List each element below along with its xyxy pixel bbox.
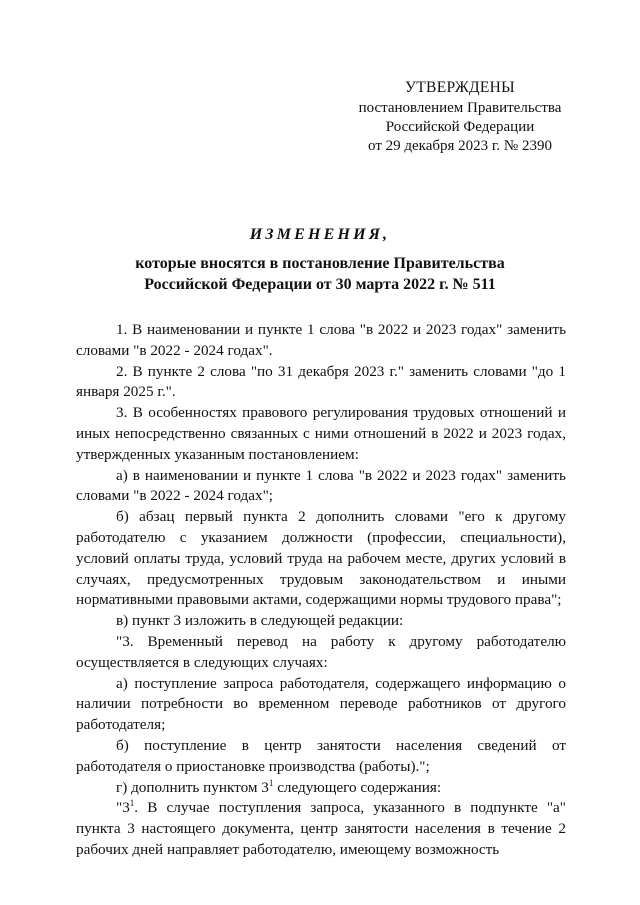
paragraph-1: 1. В наименовании и пункте 1 слова "в 2022 и 2023 годах" заменить словами "в 2022 - 2024 годах". [76,321,566,359]
paragraph-3b: б) абзац первый пункта 2 дополнить словами "его к другому работодателю с указанием должности (профессии, специальности), условий оплаты труда, условий труда на рабочем месте, других условий в случаях, предусмотренных трудовым законодательством и иными нормативными правовыми актами, содержащими нормы трудового права"; [76,508,566,609]
paragraph-3g-text: г) дополнить пунктом 3 [116,778,269,796]
superscript-1: 1 [129,798,135,809]
paragraph-new-3-1 [76,798,566,860]
paragraph-3g-tail: следующего содержания: [273,778,442,796]
title-sub-2: Российской Федерации от 30 марта 2022 г. № 511 [144,276,496,293]
paragraph-2: 2. В пункте 2 слова "по 31 декабря 2023 г." заменить словами "до 1 января 2025 г.". [76,362,566,401]
paragraph-new-3a: а) поступление запроса работодателя, содержащего информацию о наличии потребности во временном переводе работников от другого работодателя; [76,674,566,734]
document-title [0,224,640,295]
document-body [76,320,566,861]
approval-line-1: постановлением Правительства [358,100,562,116]
paragraph-3: 3. В особенностях правового регулирования трудовых отношений и иных непосредственно связанных с ними отношений в 2022 и 2023 годах, утвержденных указанным постановлением: [76,404,566,463]
approval-line-2: Российской Федерации [385,119,535,135]
title-main: ИЗМЕНЕНИЯ, [249,226,391,243]
paragraph-3g [76,778,566,799]
paragraph-new-3b: б) поступление в центр занятости населения сведений от работодателя о приостановке производства (работы)."; [76,736,566,775]
paragraph-3v: в) пункт 3 изложить в следующей редакции: [116,612,404,630]
title-sub-1: которые вносятся в постановление Правительства [135,255,505,272]
paragraph-3a: а) в наименовании и пункте 1 слова "в 2022 и 2023 годах" заменить словами "в 2022 - 2024 годах"; [76,466,566,505]
paragraph-new-3: "3. Временный перевод на работу к другому работодателю осуществляется в следующих случаях: [76,632,566,671]
approval-line-3: от 29 декабря 2023 г. № 2390 [368,138,552,154]
approval-heading: УТВЕРЖДЕНЫ [405,79,515,96]
superscript-1: 1 [268,777,274,788]
paragraph-new-3-1-num: "3 [116,799,130,817]
paragraph-new-3-1-text: . В случае поступления запроса, указанного в подпункте "а" пункта 3 настоящего документа, центр занятости населения в течение 2 рабочих дней направляет работодателю, имеющему возможность [76,799,566,858]
approval-stamp [340,78,580,156]
